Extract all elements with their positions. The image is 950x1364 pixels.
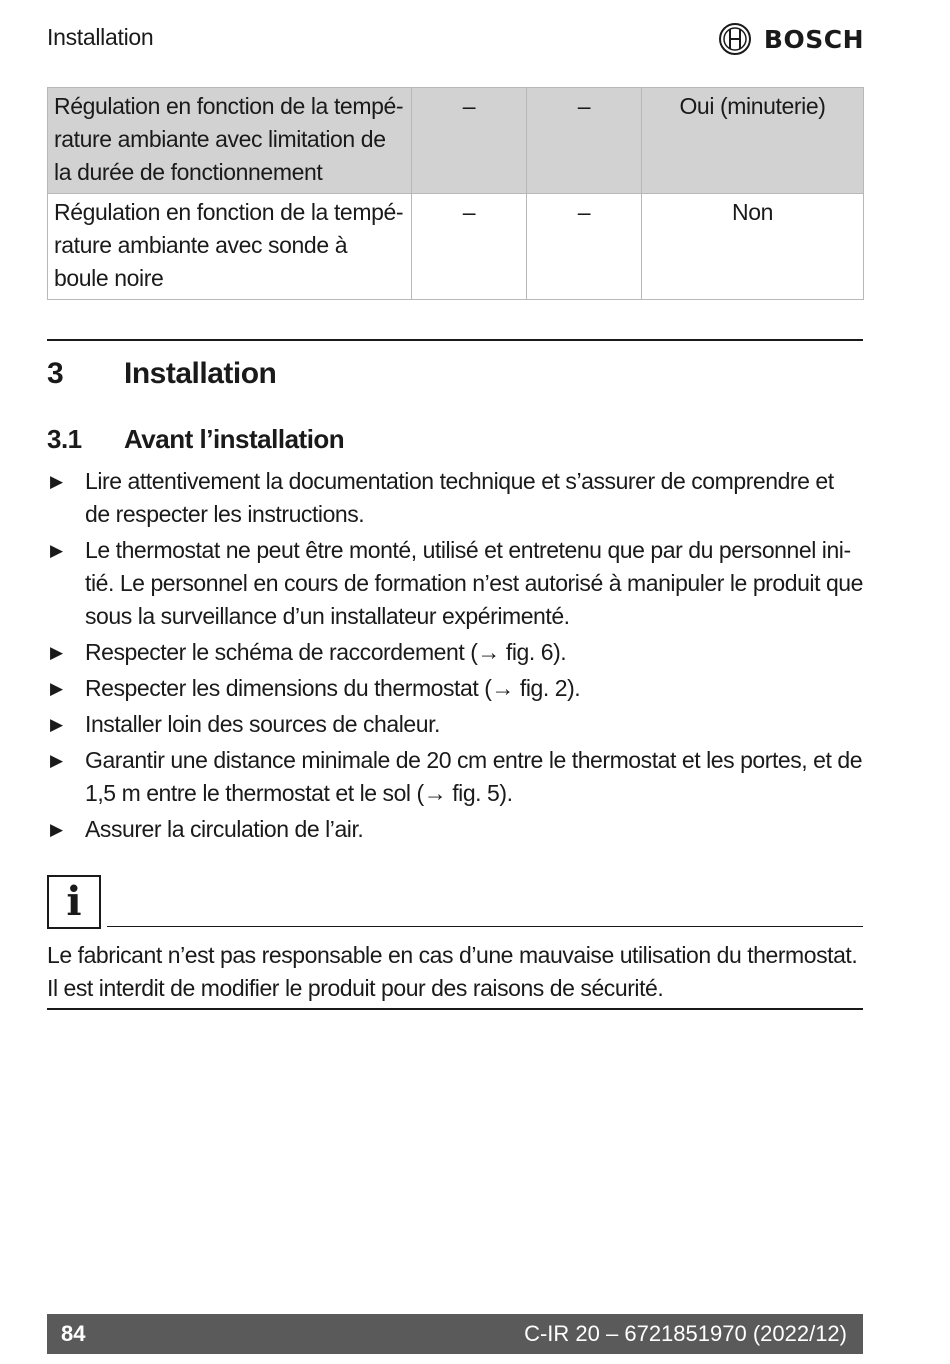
list-item	[47, 708, 863, 741]
list-item-text: Respecter les dimensions du thermostat (→ fig. 2).	[85, 675, 581, 701]
page-number: 84	[61, 1321, 86, 1346]
list-item-text: Le thermostat ne peut être monté, utilisé et entretenu que par du personnel ini-tié. Le personnel en cours de formation n’est autorisé à manipuler le produit que sous la surveillance d’un installateur expérimenté.	[85, 537, 863, 629]
play-bullet-icon: ▶	[50, 751, 63, 770]
table-row	[48, 194, 864, 300]
bosch-logo	[718, 22, 864, 56]
info-note-line: Il est interdit de modifier le produit pour des raisons de sécurité.	[47, 975, 664, 1001]
play-bullet-icon: ▶	[50, 541, 63, 560]
subsection-heading	[47, 424, 344, 455]
table-cell-function: Régulation en fonction de la tempé-rature ambiante avec limitation de la durée de fonctionnement	[48, 88, 412, 194]
list-item	[47, 744, 863, 810]
play-bullet-icon: ▶	[50, 679, 63, 698]
list-item	[47, 465, 863, 531]
play-bullet-icon: ▶	[50, 820, 63, 839]
play-bullet-icon: ▶	[50, 715, 63, 734]
table-cell: –	[412, 194, 527, 300]
running-header-section: Installation	[47, 24, 154, 50]
table-cell: Non	[642, 194, 864, 300]
list-item-text: Garantir une distance minimale de 20 cm entre le thermostat et les portes, et de 1,5 m entre le thermostat et le sol (→ fig. 5).	[85, 747, 863, 806]
play-bullet-icon: ▶	[50, 643, 63, 662]
section-number: 3	[47, 357, 64, 390]
table-cell: Oui (minuterie)	[642, 88, 864, 194]
table-cell: –	[412, 88, 527, 194]
list-item	[47, 534, 863, 633]
table-cell: –	[527, 194, 642, 300]
document-reference: C-IR 20 – 6721851970 (2022/12)	[524, 1321, 847, 1346]
list-item-text: Lire attentivement la documentation technique et s’assurer de comprendre et de respecter les instructions.	[85, 468, 834, 527]
function-table	[47, 87, 864, 300]
info-note	[47, 939, 863, 1005]
section-title: Installation	[124, 357, 277, 390]
list-item	[47, 813, 863, 846]
table-row	[48, 88, 864, 194]
info-icon	[47, 875, 101, 929]
list-item	[47, 672, 863, 705]
list-item-text: Installer loin des sources de chaleur.	[85, 711, 440, 737]
subsection-number: 3.1	[47, 424, 82, 454]
brand-name: BOSCH	[763, 24, 864, 54]
page-footer	[47, 1314, 863, 1354]
info-end-divider	[47, 1008, 863, 1010]
info-divider	[107, 926, 863, 927]
list-item-text: Assurer la circulation de l’air.	[85, 816, 364, 842]
table-cell-function: Régulation en fonction de la tempé-rature ambiante avec sonde à boule noire	[48, 194, 412, 300]
table-cell: –	[527, 88, 642, 194]
instruction-list	[47, 465, 863, 849]
play-bullet-icon: ▶	[50, 472, 63, 491]
info-glyph: i	[66, 878, 82, 925]
list-item-text: Respecter le schéma de raccordement (→ fig. 6).	[85, 639, 567, 665]
section-heading	[47, 357, 276, 391]
info-note-line: Le fabricant n’est pas responsable en cas d’une mauvaise utilisation du thermostat.	[47, 942, 858, 968]
bosch-armature-icon	[718, 22, 752, 56]
subsection-title: Avant l’installation	[124, 424, 345, 454]
list-item	[47, 636, 863, 669]
section-divider	[47, 339, 863, 341]
